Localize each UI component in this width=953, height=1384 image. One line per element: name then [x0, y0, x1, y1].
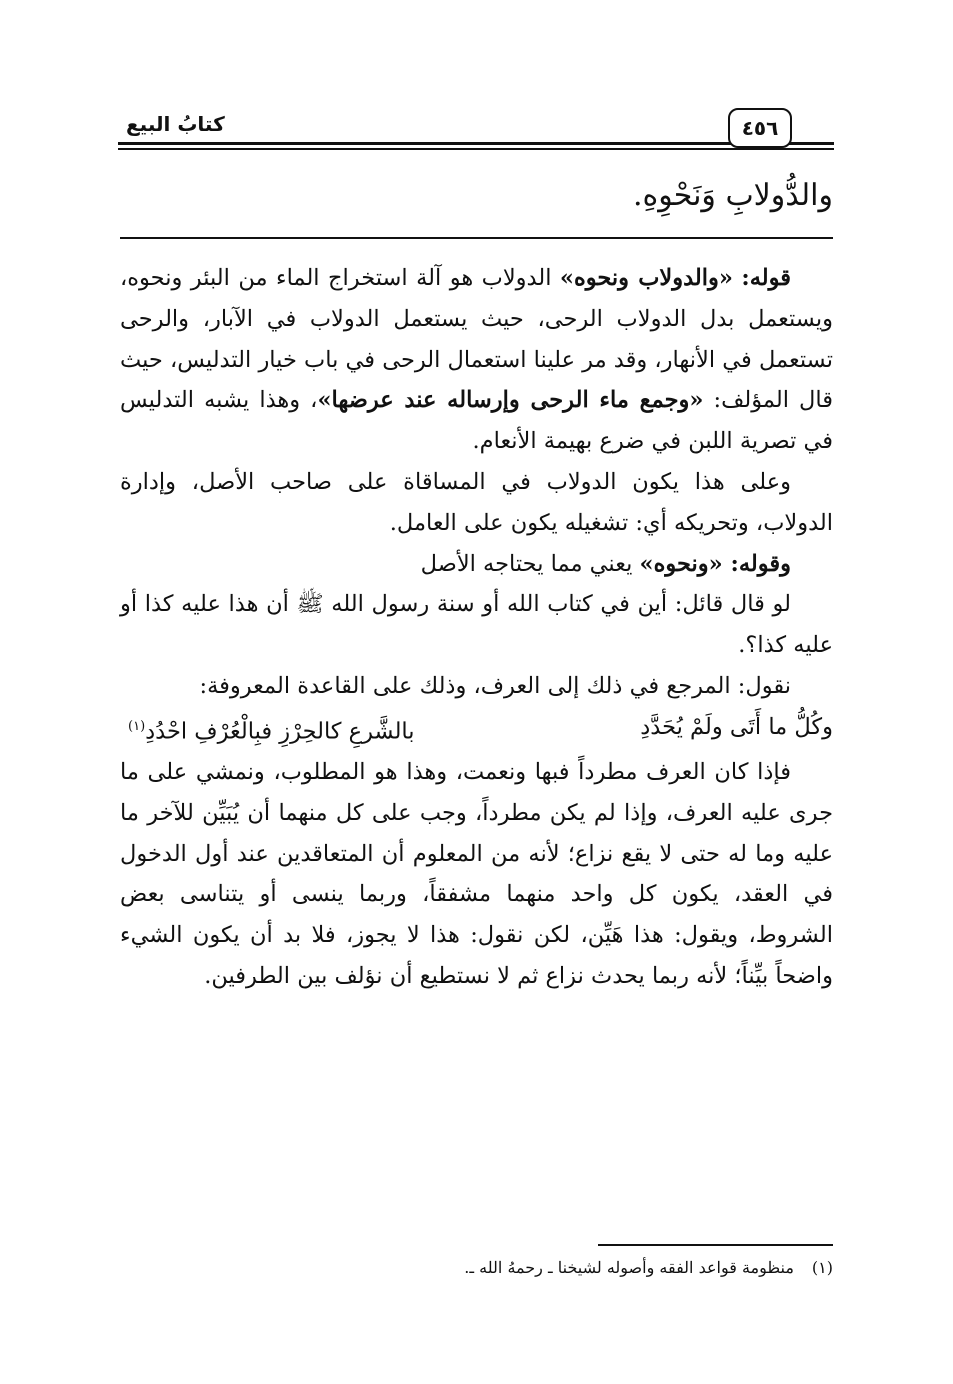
poem-verse: [120, 707, 833, 752]
paragraph-4: لو قال قائل: أين في كتاب الله أو سنة رسول الله ﷺ أن هذا عليه كذا أو عليه كذا؟.: [120, 591, 833, 659]
verse-first-hemistich: وكُلُّ ما أَتَى ولَمْ يُحَدَّدِ: [640, 713, 833, 740]
quoted-term: وقوله: «ونحوه»: [639, 550, 791, 577]
paragraph-text: ، وهذا يشبه التدليس في تصرية اللبن في ضرع بهيمة الأنعام.: [120, 387, 833, 455]
quote-label: قوله:: [741, 265, 791, 291]
paragraph-6: فإذا كان العرف مطرداً فبها ونعمت، وهذا هو المطلوب، ونمشي على ما جرى عليه العرف، وإذا لم يكن مطرداً، وجب على كل منهما أن يُبَيِّن للآخر ما عليه وما له حتى لا يقع نزاع؛ لأنه من المعلوم أن المتعاقدين عند أول الدخول في العقد، يكون كل واحد منهما مشفقاً، وربما ينسى أو يتناسى بعض الشروط، ويقول: هذا هَيِّن، لكن نقول: هذا لا يجوز، فلا بد أن يكون الشيء واضحاً بيِّناً؛ لأنه ربما يحدث نزاع ثم لا نستطيع أن نؤلف بين الطرفين.: [120, 759, 833, 990]
header-rule-thin: [118, 148, 834, 150]
paragraph-text: يعني مما يحتاجه الأصل: [420, 550, 640, 577]
running-title: كتابُ البيع: [126, 112, 225, 136]
footnote-text: منظومة قواعد الفقه وأصوله لشيخنا ـ رحمهُ الله ـ.: [464, 1258, 794, 1277]
paragraph-2: وعلى هذا يكون الدولاب في المساقاة على صاحب الأصل، وإدارة الدولاب، وتحريكه أي: تشغيله يكون على العامل.: [120, 468, 833, 536]
paragraph-text: الدولاب هو آلة استخراج الماء من البئر ونحوه، ويستعمل بدل الدولاب الرحى، حيث يستعمل الدولاب في الآبار، والرحى تستعمل في الأنهار، وقد مر علينا استعمال الرحى في باب خيار التدليس، حيث قال المؤلف:: [120, 265, 833, 414]
footnote-number: (١): [811, 1258, 833, 1277]
commentary-body: [120, 258, 833, 997]
page-number: ٤٥٦: [728, 108, 792, 148]
footnote-marker: (١): [128, 718, 146, 734]
verse-second-hemistich: بالشَّرعِ كالحِرْزِ فبِالْعُرْفِ احْدُدِ$^{(١)}$: [128, 718, 415, 745]
footnote: [120, 1258, 833, 1277]
footnote-divider: [598, 1244, 833, 1246]
page-header: [118, 108, 834, 154]
quoted-term: «والدولاب ونحوه»: [559, 265, 733, 291]
header-rule-thick: [118, 142, 834, 145]
quoted-text: «وجمع ماء الرحى وإرساله عند عرضها»: [317, 387, 704, 414]
matn-text: والدُّولابِ وَنَحْوِهِ.: [632, 178, 833, 213]
paragraph-5: نقول: المرجع في ذلك إلى العرف، وذلك على القاعدة المعروفة:: [199, 672, 791, 699]
paragraph-3: [120, 544, 833, 585]
matn-divider: [120, 237, 833, 239]
paragraph-1: [120, 258, 833, 462]
